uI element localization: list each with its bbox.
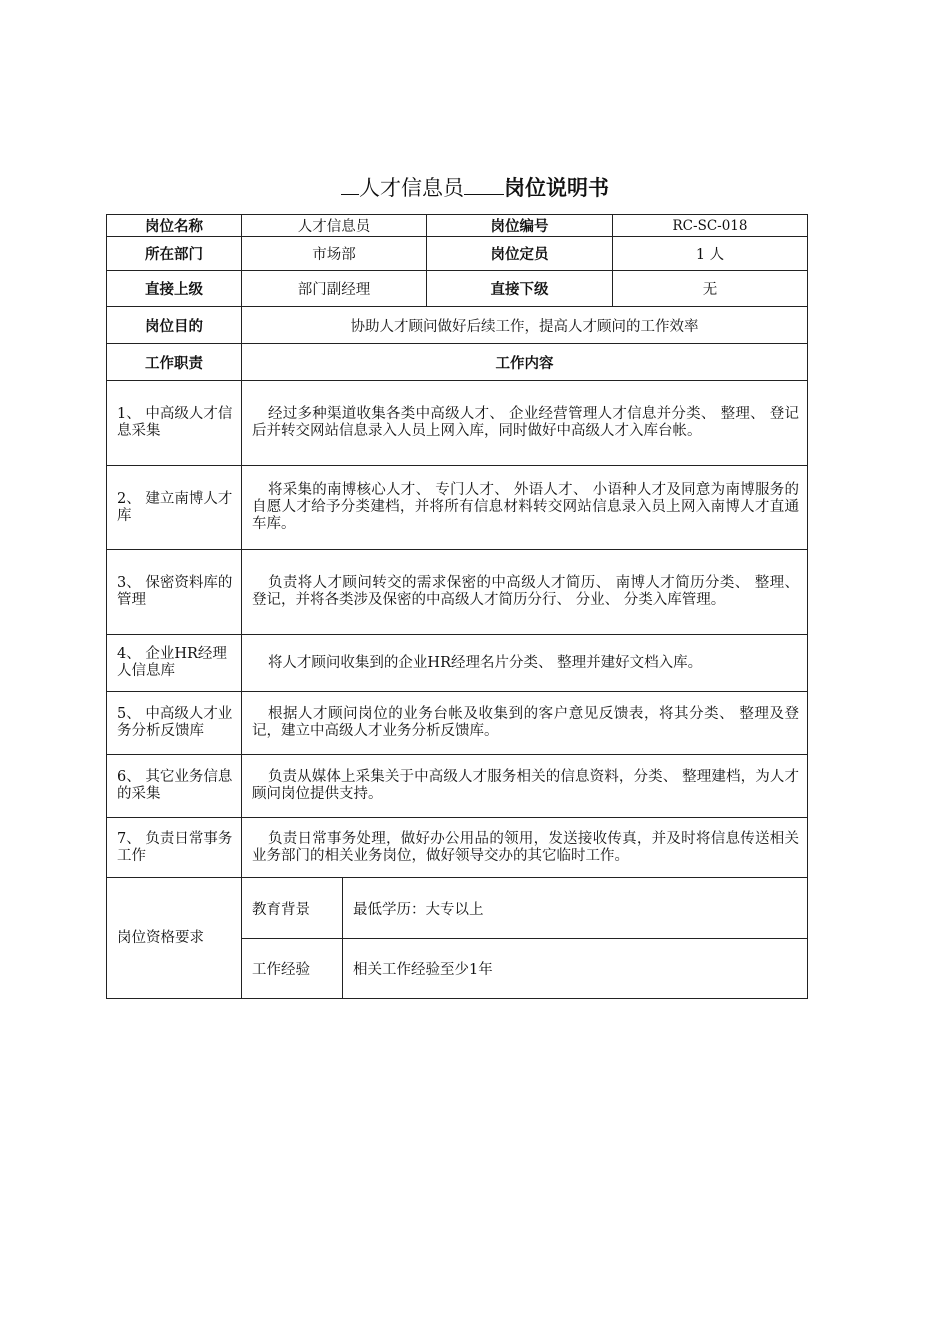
table-row — [107, 818, 808, 878]
duty-title: 7、 负责日常事务工作 — [107, 818, 242, 878]
row-position-name — [107, 215, 808, 237]
quota-value: 1 人 — [613, 237, 808, 271]
row-duty-header — [107, 344, 808, 381]
duty-title: 4、 企业HR经理人信息库 — [107, 635, 242, 692]
position-code-value: RC-SC-018 — [613, 215, 808, 237]
row-superior — [107, 271, 808, 307]
position-name-label: 岗位名称 — [107, 215, 242, 237]
department-value: 市场部 — [242, 237, 427, 271]
position-code-label: 岗位编号 — [427, 215, 613, 237]
title-underline — [341, 174, 359, 195]
table-row — [107, 466, 808, 550]
row-department — [107, 237, 808, 271]
subordinate-label: 直接下级 — [427, 271, 613, 307]
duty-title: 5、 中高级人才业务分析反馈库 — [107, 692, 242, 755]
duty-content: 根据人才顾问岗位的业务台帐及收集到的客户意见反馈表，将其分类、 整理及登记，建立中高级人才业务分析反馈库。 — [242, 692, 808, 755]
education-label: 教育背景 — [242, 878, 343, 939]
superior-label: 直接上级 — [107, 271, 242, 307]
table-row — [107, 755, 808, 818]
row-purpose — [107, 307, 808, 344]
duty-content: 负责将人才顾问转交的需求保密的中高级人才简历、 南博人才简历分类、 整理、 登记，并将各类涉及保密的中高级人才简历分行、 分业、 分类入库管理。 — [242, 550, 808, 635]
purpose-label: 岗位目的 — [107, 307, 242, 344]
education-value: 最低学历：大专以上 — [343, 878, 808, 939]
content-column-header: 工作内容 — [242, 344, 808, 381]
quota-label: 岗位定员 — [427, 237, 613, 271]
duty-title: 2、 建立南博人才库 — [107, 466, 242, 550]
duty-content: 将采集的南博核心人才、 专门人才、 外语人才、 小语种人才及同意为南博服务的自愿人才给予分类建档，并将所有信息材料转交网站信息录入员上网入南博人才直通车库。 — [242, 466, 808, 550]
table-row — [107, 692, 808, 755]
table-row — [107, 550, 808, 635]
duty-content: 经过多种渠道收集各类中高级人才、 企业经营管理人才信息并分类、 整理、 登记后并转交网站信息录入人员上网入库，同时做好中高级人才入库台帐。 — [242, 381, 808, 466]
duty-title: 6、 其它业务信息的采集 — [107, 755, 242, 818]
duties-column-header: 工作职责 — [107, 344, 242, 381]
experience-value: 相关工作经验至少1年 — [343, 939, 808, 999]
department-label: 所在部门 — [107, 237, 242, 271]
experience-label: 工作经验 — [242, 939, 343, 999]
table-row — [107, 381, 808, 466]
superior-value: 部门副经理 — [242, 271, 427, 307]
title-underline — [464, 174, 504, 195]
position-name-value: 人才信息员 — [242, 215, 427, 237]
title-doc-name: 岗位说明书 — [504, 176, 609, 200]
purpose-value: 协助人才顾问做好后续工作，提高人才顾问的工作效率 — [242, 307, 808, 344]
duty-title: 1、 中高级人才信息采集 — [107, 381, 242, 466]
duty-content: 将人才顾问收集到的企业HR经理名片分类、 整理并建好文档入库。 — [242, 635, 808, 692]
qualifications-label: 岗位资格要求 — [107, 878, 242, 999]
duty-title: 3、 保密资料库的管理 — [107, 550, 242, 635]
subordinate-value: 无 — [613, 271, 808, 307]
document-title — [0, 172, 950, 202]
duty-content: 负责从媒体上采集关于中高级人才服务相关的信息资料，分类、 整理建档，为人才顾问岗位提供支持。 — [242, 755, 808, 818]
title-position: 人才信息员 — [359, 176, 464, 200]
table-row — [107, 635, 808, 692]
duty-content: 负责日常事务处理，做好办公用品的领用，发送接收传真，并及时将信息传送相关业务部门的相关业务岗位，做好领导交办的其它临时工作。 — [242, 818, 808, 878]
job-description-table — [106, 214, 808, 999]
row-education — [107, 878, 808, 939]
